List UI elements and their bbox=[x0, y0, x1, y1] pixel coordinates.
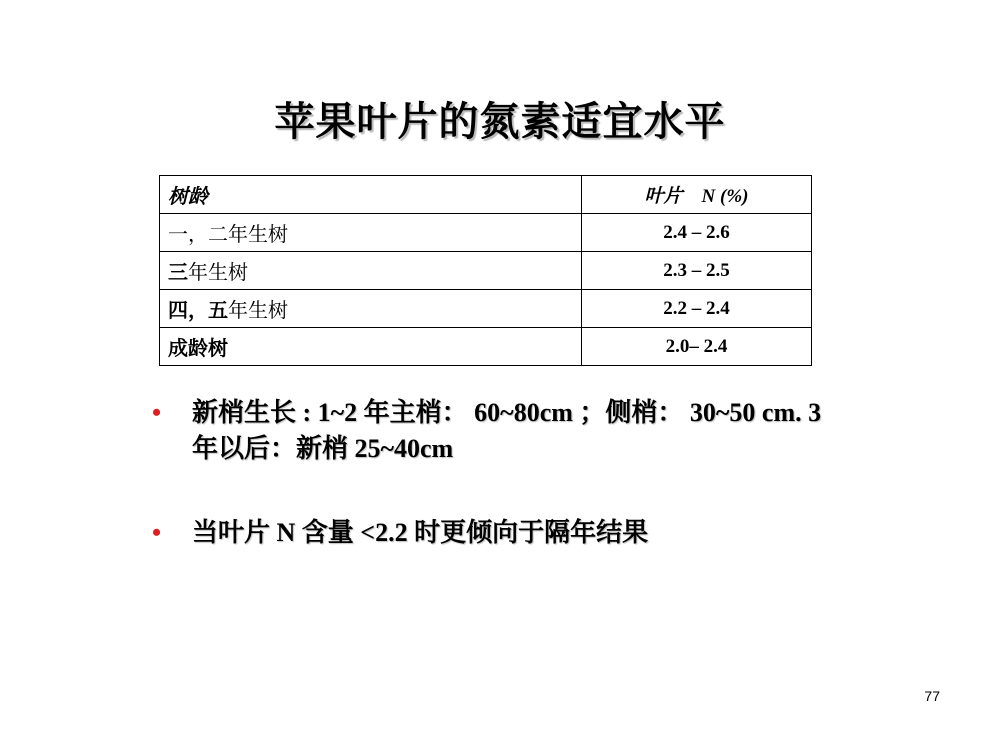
cell-n-value: 2.3 – 2.5 bbox=[582, 252, 812, 290]
bullet-marker: • bbox=[152, 518, 162, 547]
cell-age-bold: 四，五 bbox=[168, 298, 228, 322]
cell-age bbox=[160, 290, 582, 328]
cell-n-value: 2.0– 2.4 bbox=[582, 328, 812, 366]
cell-age bbox=[160, 252, 582, 290]
bullet-marker: • bbox=[152, 398, 162, 427]
cell-age: 成龄树 bbox=[160, 328, 582, 366]
bullet-list bbox=[152, 395, 842, 551]
cell-age-rest: 年生树 bbox=[188, 260, 248, 284]
bullet-item bbox=[152, 515, 842, 551]
table-row bbox=[160, 328, 812, 366]
table-row bbox=[160, 290, 812, 328]
table-header-row bbox=[160, 176, 812, 214]
cell-age-rest: 年生树 bbox=[228, 298, 288, 322]
nitrogen-table bbox=[159, 175, 812, 366]
cell-n-value: 2.4 – 2.6 bbox=[582, 214, 812, 252]
cell-age-bold: 三 bbox=[168, 260, 188, 284]
table-row bbox=[160, 252, 812, 290]
cell-n-value: 2.2 – 2.4 bbox=[582, 290, 812, 328]
header-tree-age: 树龄 bbox=[160, 176, 582, 214]
slide-title: 苹果叶片的氮素适宜水平 bbox=[274, 99, 726, 145]
bullet-text: 新梢生长 : 1~2 年主梢： 60~80cm ；侧梢： 30~50 cm. 3 年以后：新梢 25~40cm bbox=[192, 398, 822, 463]
header-leaf-n: 叶片 N (%) bbox=[582, 176, 812, 214]
cell-age: 一，二年生树 bbox=[160, 214, 582, 252]
bullet-text: 当叶片 N 含量 <2.2 时更倾向于隔年结果 bbox=[192, 518, 649, 547]
page-number: 77 bbox=[924, 688, 940, 704]
bullet-item bbox=[152, 395, 842, 467]
table-row bbox=[160, 214, 812, 252]
